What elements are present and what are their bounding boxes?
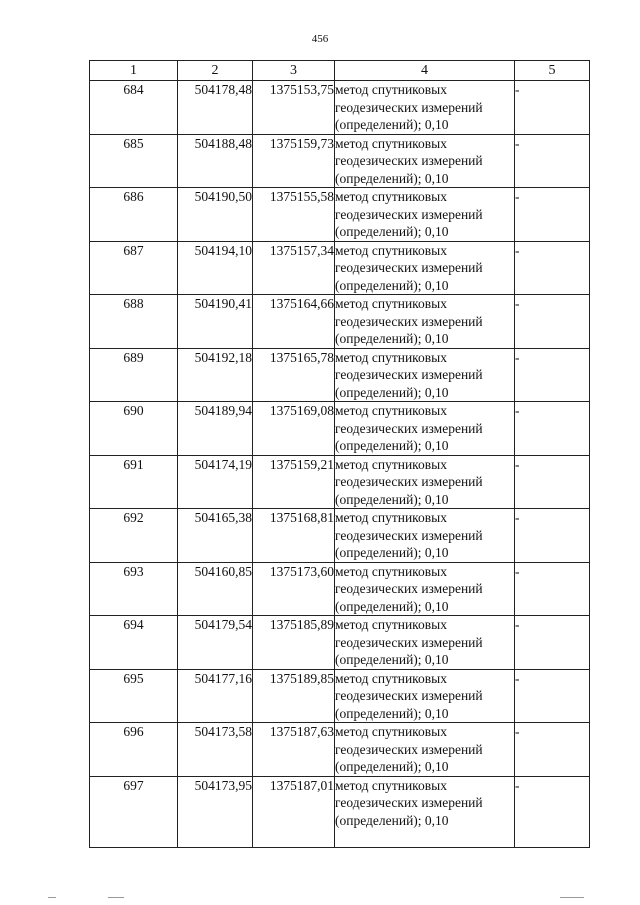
method-line: (определений); 0,10 (335, 384, 449, 400)
point-number-cell: 695 (90, 669, 178, 723)
table-row (90, 81, 590, 135)
extra-cell: - (515, 348, 590, 402)
x-coordinate-cell: 504178,48 (178, 81, 253, 135)
footer-scan-marks (0, 897, 640, 901)
y-coordinate-cell: 1375169,08 (253, 402, 335, 456)
y-coordinate-cell: 1375159,21 (253, 455, 335, 509)
method-cell (335, 776, 515, 847)
point-number-cell: 689 (90, 348, 178, 402)
x-coordinate-cell: 504194,10 (178, 241, 253, 295)
y-coordinate-cell: 1375168,81 (253, 509, 335, 563)
table-row (90, 295, 590, 349)
method-cell (335, 723, 515, 777)
point-number-cell: 692 (90, 509, 178, 563)
x-coordinate-cell: 504160,85 (178, 562, 253, 616)
header-col-3: 3 (253, 61, 335, 81)
method-line: метод спутниковых (335, 135, 447, 151)
method-line: геодезических измерений (335, 795, 483, 810)
x-coordinate-cell: 504177,16 (178, 669, 253, 723)
method-line: геодезических измерений (335, 634, 483, 650)
method-cell (335, 509, 515, 563)
method-line: метод спутниковых (335, 403, 447, 418)
method-cell (335, 295, 515, 349)
method-line: (определений); 0,10 (335, 277, 449, 293)
header-row (90, 61, 590, 81)
method-line: метод спутниковых (335, 296, 447, 311)
method-line: (определений); 0,10 (335, 117, 449, 132)
table-row (90, 562, 590, 616)
x-coordinate-cell: 504188,48 (178, 134, 253, 188)
method-line: геодезических измерений (335, 153, 483, 168)
extra-cell: - (515, 134, 590, 188)
method-line: метод спутниковых (335, 242, 447, 258)
table-row (90, 669, 590, 723)
table-row (90, 241, 590, 295)
page-number: 456 (311, 33, 329, 45)
point-number-cell: 686 (90, 188, 178, 242)
method-line: геодезических измерений (335, 581, 483, 596)
extra-cell: - (515, 509, 590, 563)
extra-cell: - (515, 669, 590, 723)
method-line: (определений); 0,10 (335, 652, 449, 667)
method-line: метод спутниковых (335, 670, 447, 686)
method-line: геодезических измерений (335, 367, 483, 382)
x-coordinate-cell: 504192,18 (178, 348, 253, 402)
x-coordinate-cell: 504190,41 (178, 295, 253, 349)
method-cell (335, 81, 515, 135)
point-number-cell: 691 (90, 455, 178, 509)
y-coordinate-cell: 1375164,66 (253, 295, 335, 349)
table-row (90, 509, 590, 563)
method-cell (335, 241, 515, 295)
method-line: (определений); 0,10 (335, 331, 449, 346)
y-coordinate-cell: 1375187,01 (253, 776, 335, 847)
table-row (90, 402, 590, 456)
method-line: (определений); 0,10 (335, 438, 449, 453)
point-number-cell: 687 (90, 241, 178, 295)
point-number-cell: 690 (90, 402, 178, 456)
method-cell (335, 455, 515, 509)
x-coordinate-cell: 504189,94 (178, 402, 253, 456)
method-line: геодезических измерений (335, 741, 483, 757)
y-coordinate-cell: 1375157,34 (253, 241, 335, 295)
header-col-5: 5 (515, 61, 590, 81)
method-line: геодезических измерений (335, 260, 483, 275)
extra-cell: - (515, 81, 590, 135)
method-line: (определений); 0,10 (335, 598, 449, 614)
table-row (90, 723, 590, 777)
point-number-cell: 684 (90, 81, 178, 135)
method-cell (335, 348, 515, 402)
method-line: (определений); 0,10 (335, 224, 449, 239)
table-row (90, 455, 590, 509)
header-col-4: 4 (335, 61, 515, 81)
point-number-cell: 688 (90, 295, 178, 349)
table-row (90, 776, 590, 847)
y-coordinate-cell: 1375173,60 (253, 562, 335, 616)
table-row (90, 134, 590, 188)
method-line: (определений); 0,10 (335, 812, 449, 828)
x-coordinate-cell: 504179,54 (178, 616, 253, 670)
method-line: (определений); 0,10 (335, 170, 449, 186)
method-cell (335, 669, 515, 723)
method-line: метод спутниковых (335, 510, 447, 525)
method-line: (определений); 0,10 (335, 759, 449, 774)
y-coordinate-cell: 1375159,73 (253, 134, 335, 188)
method-line: геодезических измерений (335, 474, 483, 489)
x-coordinate-cell: 504173,58 (178, 723, 253, 777)
extra-cell: - (515, 455, 590, 509)
table-header (90, 61, 590, 81)
method-line: (определений); 0,10 (335, 545, 449, 560)
y-coordinate-cell: 1375155,58 (253, 188, 335, 242)
method-line: метод спутниковых (335, 349, 447, 365)
method-line: метод спутниковых (335, 777, 447, 793)
y-coordinate-cell: 1375153,75 (253, 81, 335, 135)
table-row (90, 616, 590, 670)
method-cell (335, 616, 515, 670)
extra-cell: - (515, 562, 590, 616)
method-line: метод спутниковых (335, 617, 447, 632)
method-line: геодезических измерений (335, 688, 483, 703)
method-line: геодезических измерений (335, 206, 483, 222)
extra-cell: - (515, 616, 590, 670)
method-line: геодезических измерений (335, 527, 483, 543)
method-line: метод спутниковых (335, 456, 447, 472)
point-number-cell: 685 (90, 134, 178, 188)
header-col-2: 2 (178, 61, 253, 81)
extra-cell: - (515, 723, 590, 777)
point-number-cell: 694 (90, 616, 178, 670)
extra-cell: - (515, 776, 590, 847)
method-line: (определений); 0,10 (335, 705, 449, 721)
x-coordinate-cell: 504174,19 (178, 455, 253, 509)
extra-cell: - (515, 402, 590, 456)
point-number-cell: 697 (90, 776, 178, 847)
y-coordinate-cell: 1375189,85 (253, 669, 335, 723)
method-line: геодезических измерений (335, 313, 483, 329)
method-cell (335, 402, 515, 456)
method-cell (335, 562, 515, 616)
extra-cell: - (515, 188, 590, 242)
x-coordinate-cell: 504190,50 (178, 188, 253, 242)
header-col-1: 1 (90, 61, 178, 81)
table-row (90, 348, 590, 402)
method-line: метод спутниковых (335, 82, 447, 97)
extra-cell: - (515, 241, 590, 295)
y-coordinate-cell: 1375165,78 (253, 348, 335, 402)
y-coordinate-cell: 1375185,89 (253, 616, 335, 670)
coordinates-table (89, 60, 590, 848)
method-cell (335, 188, 515, 242)
table-body (90, 81, 590, 848)
method-line: метод спутниковых (335, 563, 447, 579)
method-line: (определений); 0,10 (335, 491, 449, 507)
method-line: метод спутниковых (335, 724, 447, 739)
table-row (90, 188, 590, 242)
method-cell (335, 134, 515, 188)
y-coordinate-cell: 1375187,63 (253, 723, 335, 777)
point-number-cell: 696 (90, 723, 178, 777)
point-number-cell: 693 (90, 562, 178, 616)
x-coordinate-cell: 504165,38 (178, 509, 253, 563)
extra-cell: - (515, 295, 590, 349)
method-line: геодезических измерений (335, 420, 483, 436)
x-coordinate-cell: 504173,95 (178, 776, 253, 847)
method-line: геодезических измерений (335, 99, 483, 115)
method-line: метод спутниковых (335, 189, 447, 204)
